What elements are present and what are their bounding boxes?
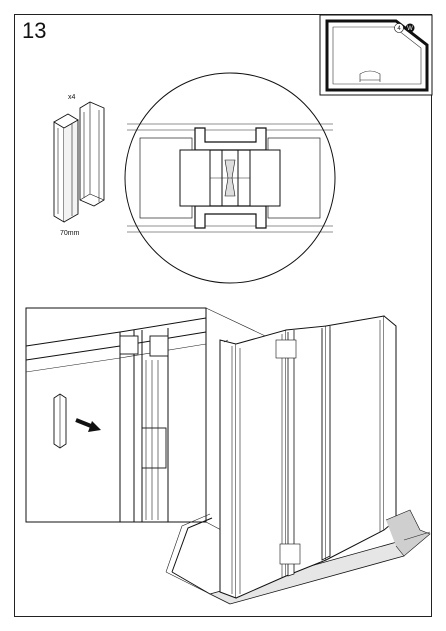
floorplan-inset	[320, 15, 432, 95]
inset-number: 4	[397, 26, 401, 33]
inset-marker-letter	[406, 24, 415, 33]
inset-marker-number	[395, 24, 404, 33]
connector-strip-part	[54, 102, 104, 222]
inset-letter: W	[407, 26, 413, 33]
profile-detail-circle	[125, 73, 335, 283]
part-quantity: x4	[68, 94, 76, 101]
step-number: 13	[22, 18, 47, 43]
part-length: 70mm	[60, 230, 80, 237]
